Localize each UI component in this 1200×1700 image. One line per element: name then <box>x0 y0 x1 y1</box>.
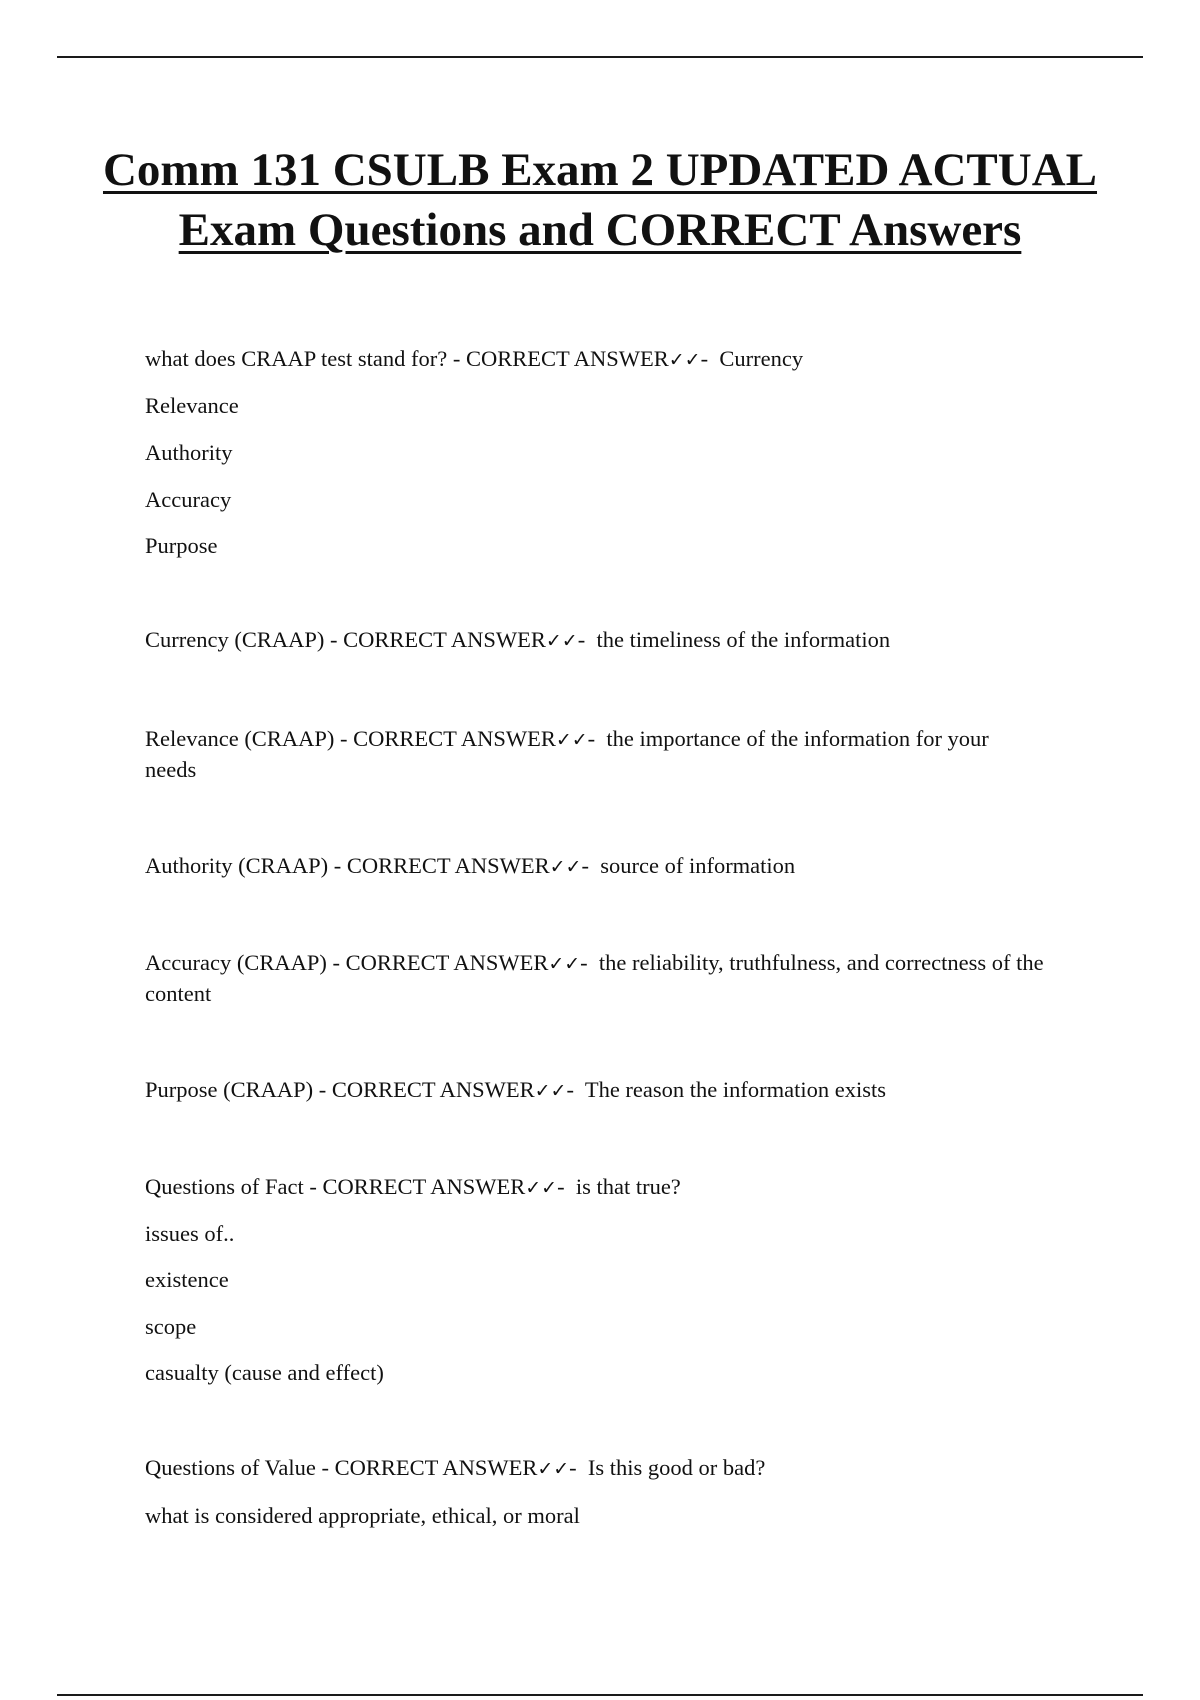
answer-text: Currency <box>719 346 804 371</box>
double-check-icon: ✓✓ <box>555 729 588 751</box>
qa-entry: Questions of Fact - CORRECT ANSWER✓✓- is that true? <box>145 1174 681 1199</box>
question-text: Relevance (CRAAP) <box>145 726 335 751</box>
answer-line: scope <box>145 1314 197 1339</box>
qa-entry: Relevance (CRAAP) - CORRECT ANSWER✓✓- the importance of the information for your needs <box>145 726 989 782</box>
question-text: Questions of Value <box>145 1455 316 1480</box>
qa-entry: Accuracy (CRAAP) - CORRECT ANSWER✓✓- the reliability, truthfulness, and correctness of the content <box>145 950 1044 1006</box>
header-rule <box>57 56 1143 58</box>
answer-line: Accuracy <box>145 487 232 512</box>
qa-entry: Questions of Value - CORRECT ANSWER✓✓- Is this good or bad? <box>145 1455 766 1480</box>
answer-text: the timeliness of the information <box>596 627 891 652</box>
answer-line: issues of.. <box>145 1221 235 1246</box>
double-check-icon: ✓✓ <box>545 630 578 652</box>
answer-line: existence <box>145 1267 229 1292</box>
document-title: Comm 131 CSULB Exam 2 UPDATED ACTUAL Exam Questions and CORRECT Answers <box>102 144 1098 256</box>
answer-line: Authority <box>145 440 233 465</box>
answer-marker: CORRECT ANSWER <box>345 950 549 975</box>
answer-marker: CORRECT ANSWER <box>346 853 550 878</box>
answer-text: Is this good or bad? <box>587 1455 766 1480</box>
answer-line: casualty (cause and effect) <box>145 1360 384 1385</box>
question-text: Authority (CRAAP) <box>145 853 329 878</box>
answer-marker: CORRECT ANSWER <box>353 726 556 751</box>
double-check-icon: ✓✓ <box>549 856 582 878</box>
qa-entry: Currency (CRAAP) - CORRECT ANSWER✓✓- the timeliness of the information <box>145 627 891 652</box>
qa-entry: Authority (CRAAP) - CORRECT ANSWER✓✓- source of information <box>145 853 796 878</box>
qa-entry: what does CRAAP test stand for? - CORRECT ANSWER✓✓- Currency <box>145 346 804 371</box>
answer-text: The reason the information exists <box>584 1077 886 1102</box>
double-check-icon: ✓✓ <box>525 1177 558 1199</box>
answer-marker: CORRECT ANSWER <box>331 1077 535 1102</box>
question-text: Questions of Fact <box>145 1174 304 1199</box>
question-text: Purpose (CRAAP) <box>145 1077 314 1102</box>
footer-rule <box>57 1694 1143 1696</box>
answer-text: source of information <box>600 853 796 878</box>
question-text: what does CRAAP test stand for? <box>145 346 448 371</box>
answer-marker: CORRECT ANSWER <box>334 1455 538 1480</box>
qa-entry: Purpose (CRAAP) - CORRECT ANSWER✓✓- The reason the information exists <box>145 1077 886 1102</box>
answer-text: the reliability, truthfulness, and correctness of the content <box>145 950 1044 1006</box>
question-text: Accuracy (CRAAP) <box>145 950 327 975</box>
question-text: Currency (CRAAP) <box>145 627 325 652</box>
double-check-icon: ✓✓ <box>548 953 581 975</box>
answer-marker: CORRECT ANSWER <box>322 1174 526 1199</box>
answer-line: what is considered appropriate, ethical, or moral <box>145 1503 580 1528</box>
answer-text: is that true? <box>575 1174 681 1199</box>
double-check-icon: ✓✓ <box>537 1458 570 1480</box>
answer-line: Purpose <box>145 533 218 558</box>
answer-marker: CORRECT ANSWER <box>466 346 669 371</box>
answer-text: the importance of the information for your needs <box>145 726 989 782</box>
answer-marker: CORRECT ANSWER <box>343 627 546 652</box>
answer-line: Relevance <box>145 393 239 418</box>
double-check-icon: ✓✓ <box>534 1080 567 1102</box>
double-check-icon: ✓✓ <box>668 349 701 371</box>
